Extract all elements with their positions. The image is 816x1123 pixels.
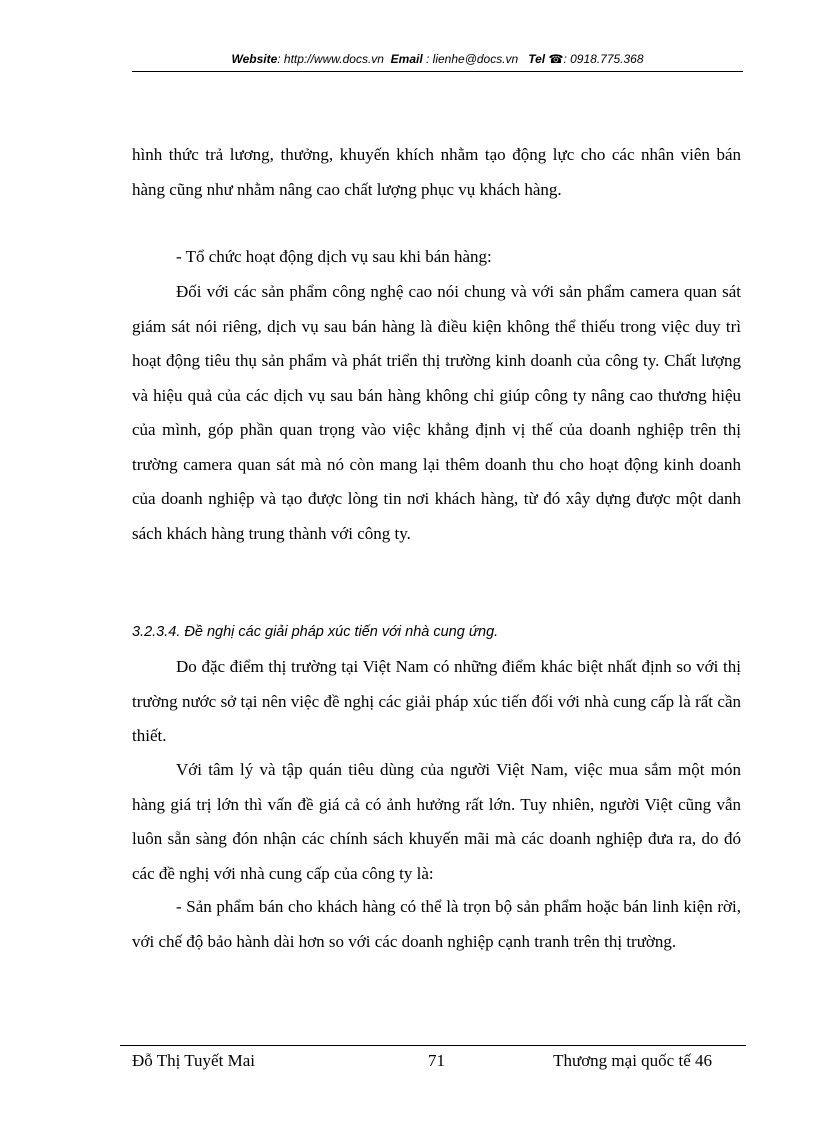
- footer-department: Thương mại quốc tế 46: [553, 1051, 712, 1070]
- paragraph-5: Với tâm lý và tập quán tiêu dùng của người Việt Nam, việc mua sắm một món hàng giá trị lớn thì vấn đề giá cả có ảnh hưởng rất lớn. Tuy nhiên, người Việt cũng vẫn luôn sẵn sàng đón nhận các chính sách khuyến mãi mà các doanh nghiệp đưa ra, do đó các đề nghị với nhà cung cấp của công ty là:: [132, 760, 741, 883]
- footer-divider: [120, 1045, 746, 1046]
- paragraph-1: hình thức trả lương, thưởng, khuyến khích nhằm tạo động lực cho các nhân viên bán hàng cũng như nhằm nâng cao chất lượng phục vụ khách hàng.: [132, 145, 741, 199]
- tel-value: : 0918.775.368: [563, 52, 644, 66]
- paragraph-4: Do đặc điểm thị trường tại Việt Nam có những điểm khác biệt nhất định so với thị trường nước sở tại nên việc đề nghị các giải pháp xúc tiến đối với nhà cung cấp là rất cần thiết.: [132, 657, 741, 745]
- paragraph-2-list-item: - Tổ chức hoạt động dịch vụ sau khi bán hàng:: [176, 247, 492, 266]
- telephone-icon: ☎: [548, 52, 564, 66]
- paragraph-3: Đối với các sản phẩm công nghệ cao nói chung và với sản phẩm camera quan sát giám sát nói riêng, dịch vụ sau bán hàng là điều kiện không thể thiếu trong việc duy trì hoạt động tiêu thụ sản phẩm và phát triển thị trường kinh doanh của công ty. Chất lượng và hiệu quả của các dịch vụ sau bán hàng không chỉ giúp công ty nâng cao thương hiệu của mình, góp phần quan trọng vào việc khẳng định vị thế của doanh nghiệp trên thị trường camera quan sát mà nó còn mang lại thêm doanh thu cho hoạt động kinh doanh của doanh nghiệp và tạo được lòng tin nơi khách hàng, từ đó xây dựng được một danh sách khách hàng trung thành với công ty.: [132, 282, 741, 543]
- website-label: Website: [231, 52, 278, 66]
- tel-label: Tel: [528, 52, 546, 66]
- paragraph-6-list-item: - Sản phẩm bán cho khách hàng có thể là trọn bộ sản phẩm hoặc bán linh kiện rời, với chế độ bảo hành dài hơn so với các doanh nghiệp cạnh tranh trên thị trường.: [132, 897, 741, 951]
- section-heading: 3.2.3.4. Đề nghị các giải pháp xúc tiến với nhà cung ứng.: [132, 624, 499, 640]
- website-value: : http://www.docs.vn: [277, 52, 384, 66]
- page-number: 71: [428, 1051, 445, 1070]
- email-value: : lienhe@docs.vn: [426, 52, 519, 66]
- email-label: Email: [390, 52, 423, 66]
- footer-author: Đỗ Thị Tuyết Mai: [132, 1051, 255, 1070]
- page-header: [132, 52, 743, 66]
- header-divider: [132, 71, 743, 72]
